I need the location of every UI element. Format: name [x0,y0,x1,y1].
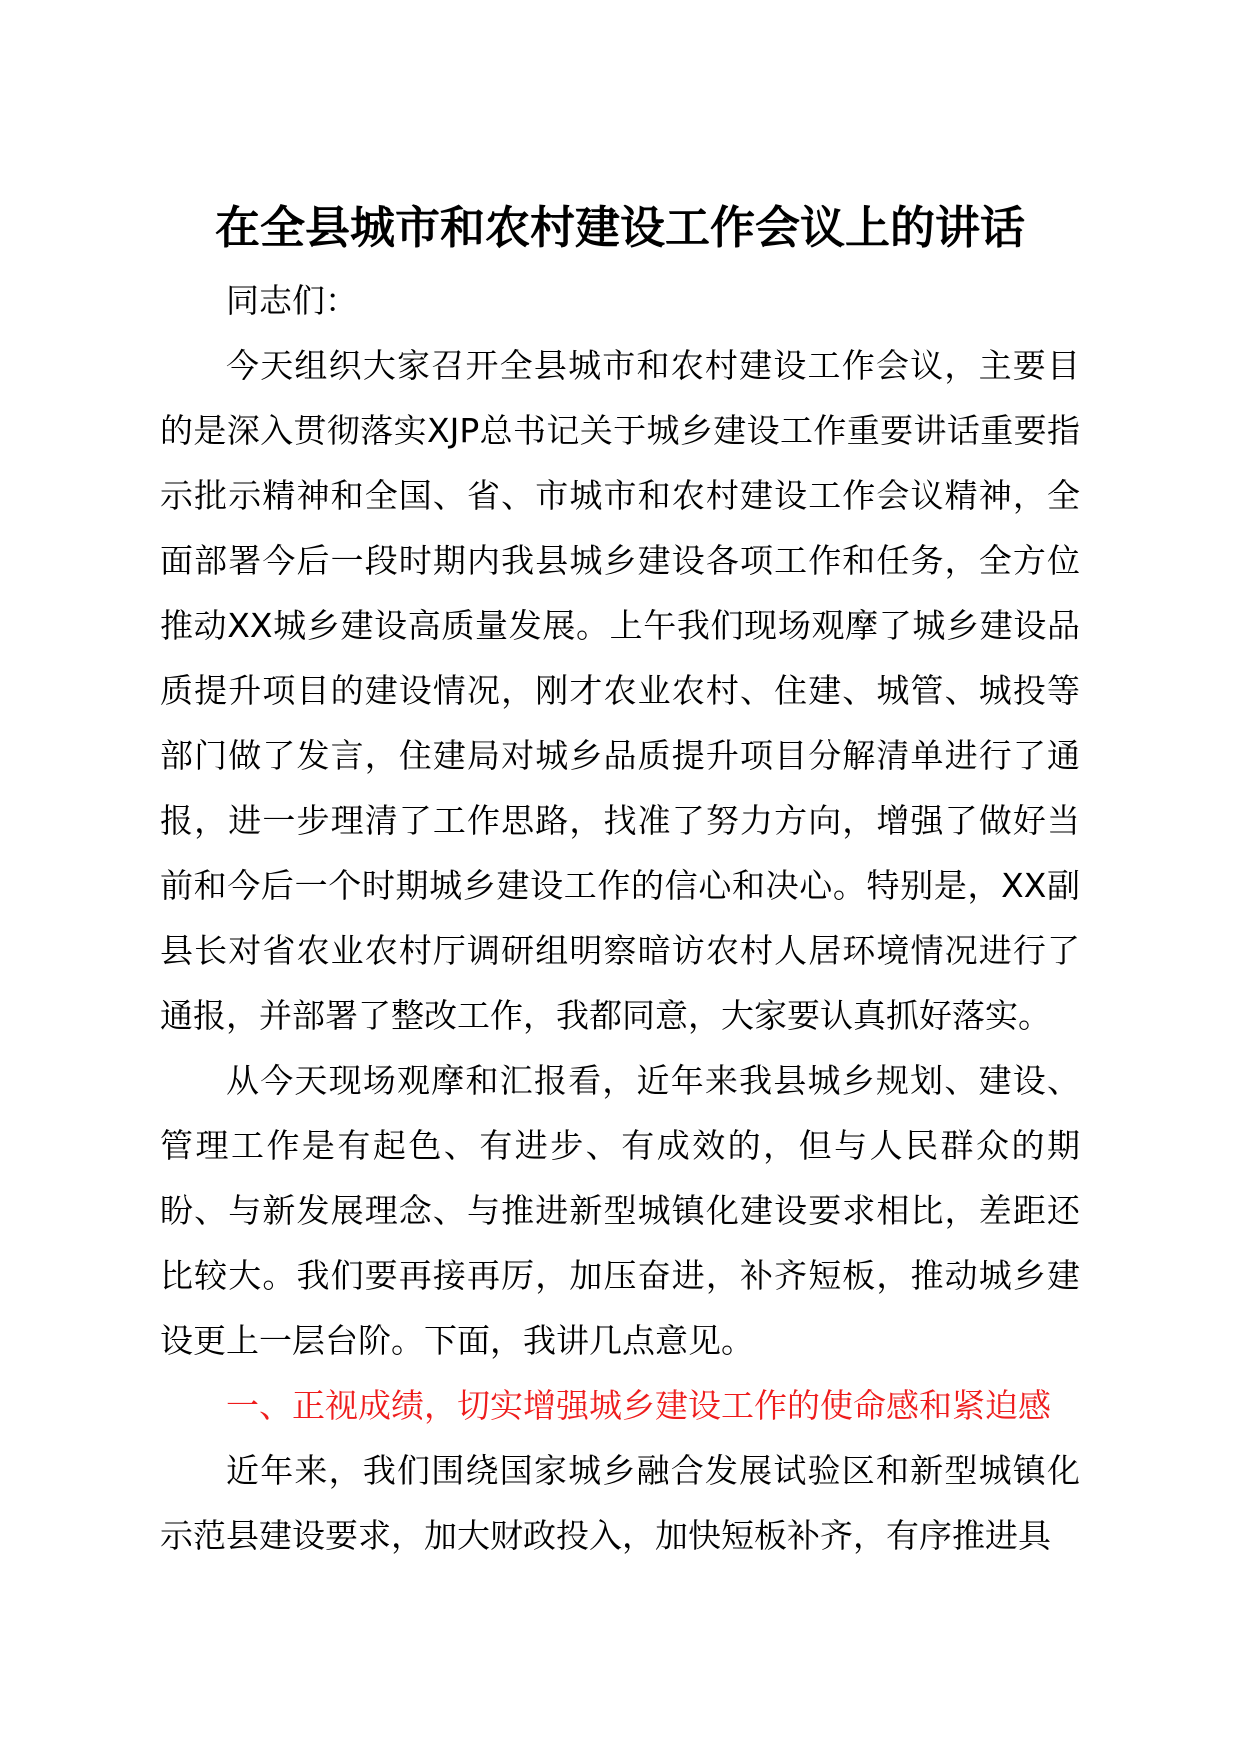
body-paragraph: 从今天现场观摩和汇报看，近年来我县城乡规划、建设、管理工作是有起色、有进步、有成效的，但与人民群众的期盼、与新发展理念、与推进新型城镇化建设要求相比，差距还比较大。我们要再接再厉，加压奋进，补齐短板，推动城乡建设更上一层台阶。下面，我讲几点意见。 [160,1061,1080,1360]
section-heading: 一、正视成绩，切实增强城乡建设工作的使命感和紧迫感 [226,1386,1051,1425]
body-paragraph: 今天组织大家召开全县城市和农村建设工作会议，主要目的是深入贯彻落实XJP总书记关于城乡建设工作重要讲话重要指示批示精神和全国、省、市城市和农村建设工作会议精神，全面部署今后一段时期内我县城乡建设各项工作和任务，全方位推动XX城乡建设高质量发展。上午我们现场观摩了城乡建设品质提升项目的建设情况，刚才农业农村、住建、城管、城投等部门做了发言，住建局对城乡品质提升项目分解清单进行了通报，进一步理清了工作思路，找准了努力方向，增强了做好当前和今后一个时期城乡建设工作的信心和决心。特别是，XX副县长对省农业农村厅调研组明察暗访农村人居环境情况进行了通报，并部署了整改工作，我都同意，大家要认真抓好落实。 [160,346,1080,1035]
document-body [160,268,1080,1568]
salutation: 同志们： [226,281,358,320]
document-title: 在全县城市和农村建设工作会议上的讲话 [214,201,1025,254]
section-paragraph: 近年来，我们围绕国家城乡融合发展试验区和新型城镇化示范县建设要求，加大财政投入，加快短板补齐，有序推进具 [160,1451,1080,1555]
